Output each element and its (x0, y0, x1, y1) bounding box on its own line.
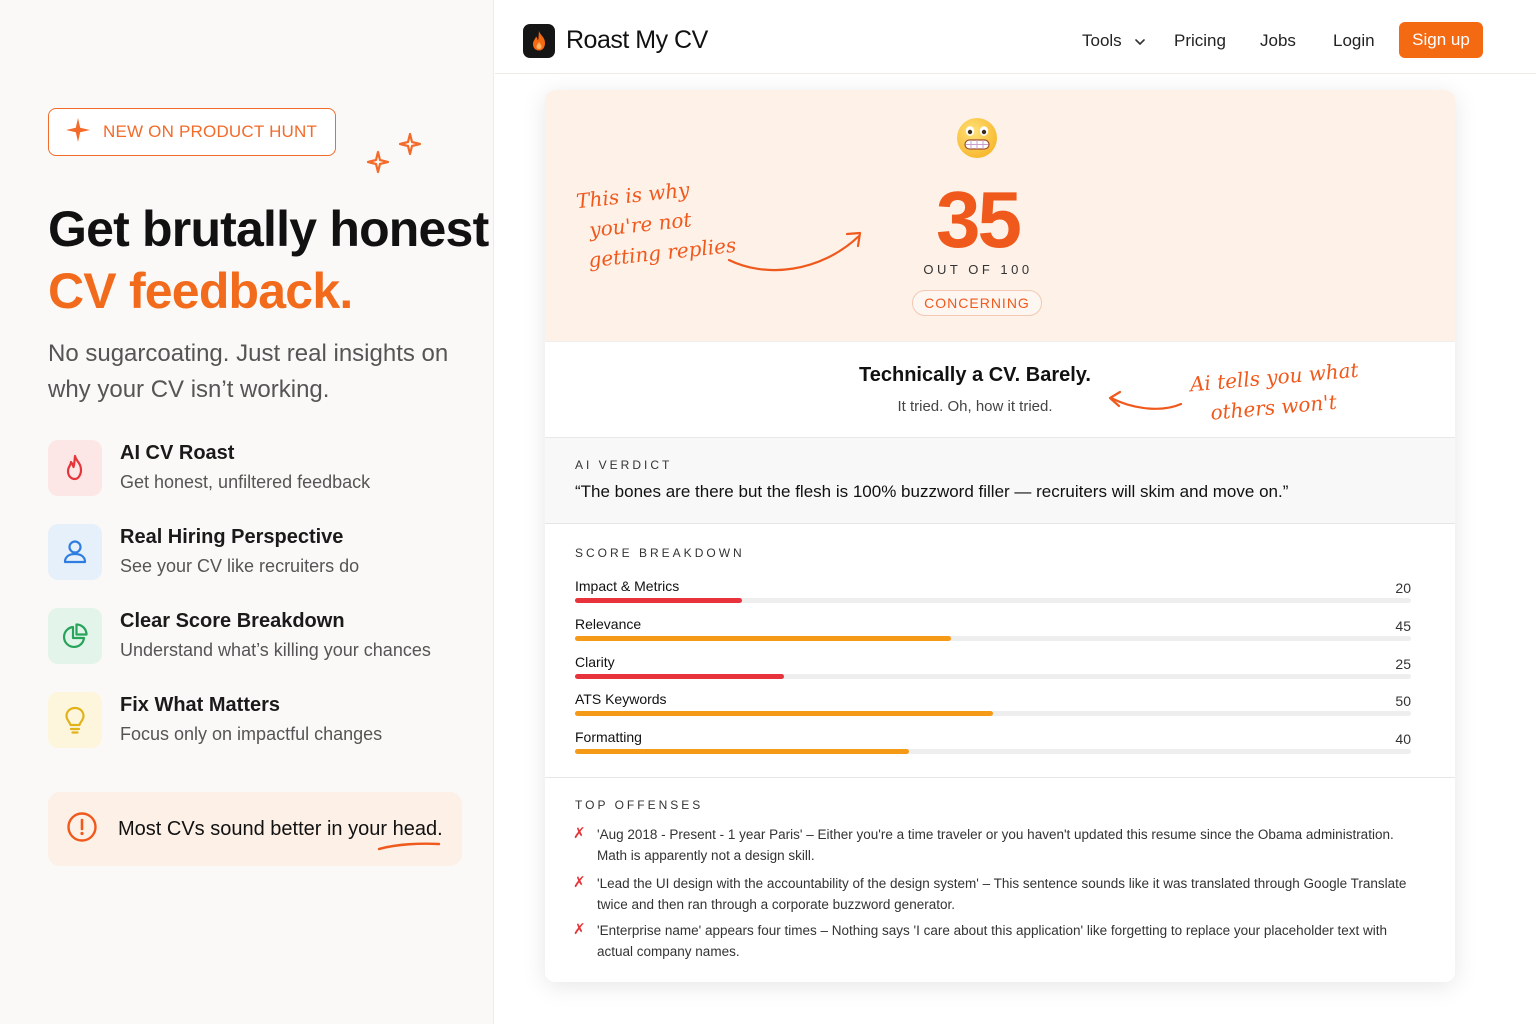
verdict-title: Technically a CV. Barely. (859, 364, 1091, 386)
brand-name[interactable]: Roast My CV (566, 26, 708, 54)
product-hunt-badge[interactable] (48, 108, 336, 156)
feature-desc: See your CV like recruiters do (120, 556, 360, 576)
breakdown-bar-fill (575, 711, 993, 716)
breakdown-bar-track (575, 674, 1411, 679)
breakdown-bar-track (575, 749, 1411, 754)
decorative-sparkles-icon (360, 132, 430, 182)
feature-title: Real Hiring Perspective (120, 526, 344, 548)
nav-tools[interactable] (1082, 31, 1146, 51)
callout-text-content: Most CVs sound better in your head. (118, 817, 443, 840)
hero-title-line1: Get brutally honest (48, 201, 489, 257)
breakdown-bar-fill (575, 636, 951, 641)
feature-desc: Get honest, unfiltered feedback (120, 472, 371, 492)
breakdown-row (575, 654, 1411, 690)
signup-button[interactable]: Sign up (1399, 22, 1483, 58)
breakdown-row (575, 691, 1411, 727)
flame-logo-icon (530, 30, 548, 52)
nav-login[interactable]: Login (1333, 31, 1375, 50)
roast-result-card (545, 90, 1455, 982)
breakdown-bar-track (575, 711, 1411, 716)
pie-chart-icon (48, 608, 102, 664)
breakdown-label: Clarity (575, 654, 615, 670)
breakdown-value: 40 (1395, 731, 1411, 747)
note-line: others won't (1209, 389, 1338, 425)
top-offenses-label: TOP OFFENSES (575, 798, 704, 812)
top-offenses-section (545, 778, 1455, 982)
ai-verdict-quote: “The bones are there but the flesh is 100% buzzword filler — recruiters will skim and move on.” (575, 482, 1289, 501)
left-arrow-icon (1105, 388, 1185, 418)
breakdown-bar-fill (575, 749, 909, 754)
offense-text: 'Aug 2018 - Present - 1 year Paris' – Either you're a time traveler or you haven't updated this resume since the Obama administration. Math is apparently not a design skill. (597, 827, 1394, 863)
score-breakdown-section (545, 524, 1455, 778)
verdict-header (545, 342, 1455, 438)
top-navbar (495, 0, 1536, 74)
nav-jobs[interactable]: Jobs (1260, 31, 1296, 50)
note-line: getting replies (587, 232, 738, 273)
breakdown-label: Relevance (575, 616, 642, 632)
score-out-of: OUT OF 100 (923, 262, 1033, 277)
score-breakdown-label: SCORE BREAKDOWN (575, 546, 745, 560)
hero-subtitle: No sugarcoating. Just real insights on why your CV isn’t working. (48, 340, 449, 403)
feature-title: AI CV Roast (120, 442, 235, 464)
callout-text (118, 818, 443, 841)
x-mark-icon: ✗ (573, 921, 586, 938)
lightbulb-icon (48, 692, 102, 748)
badge-text: NEW ON PRODUCT HUNT (103, 122, 318, 141)
note-line: Ai tells you what (1188, 357, 1360, 397)
note-line: you're not (588, 207, 693, 242)
breakdown-value: 45 (1395, 618, 1411, 634)
feature-fix-what-matters (48, 692, 468, 748)
nav-pricing[interactable]: Pricing (1174, 31, 1226, 50)
x-mark-icon: ✗ (573, 825, 586, 842)
hero-title (48, 198, 488, 322)
feature-ai-cv-roast (48, 440, 468, 496)
ai-verdict-section (545, 438, 1455, 524)
status-badge: CONCERNING (912, 290, 1042, 316)
feature-title: Clear Score Breakdown (120, 610, 345, 632)
user-icon (48, 524, 102, 580)
ai-verdict-label: AI VERDICT (575, 458, 673, 472)
feature-title: Fix What Matters (120, 694, 281, 716)
breakdown-value: 20 (1395, 580, 1411, 596)
chevron-down-icon (1134, 37, 1146, 47)
breakdown-bar-fill (575, 674, 784, 679)
score-value: 35 (936, 175, 1019, 264)
underline-scribble-icon (377, 840, 443, 852)
hero-title-line2: CV feedback. (48, 263, 353, 319)
offense-text: 'Enterprise name' appears four times – Nothing says 'I care about this application' like forgetting to replace your placeholder text with actual company names. (597, 923, 1387, 959)
feature-hiring-perspective (48, 524, 468, 580)
flame-icon (48, 440, 102, 496)
brand-logo[interactable] (523, 24, 555, 58)
breakdown-row (575, 729, 1411, 765)
verdict-subtitle: It tried. Oh, how it tried. (897, 398, 1053, 415)
breakdown-bar-track (575, 636, 1411, 641)
breakdown-value: 25 (1395, 656, 1411, 672)
x-mark-icon: ✗ (573, 874, 586, 891)
breakdown-label: Impact & Metrics (575, 578, 680, 594)
nav-tools-label: Tools (1082, 31, 1122, 50)
breakdown-row (575, 578, 1411, 614)
grimacing-face-icon (955, 116, 999, 160)
breakdown-bar-track (575, 598, 1411, 603)
feature-desc: Understand what’s killing your chances (120, 640, 431, 660)
feature-score-breakdown (48, 608, 468, 664)
curved-arrow-icon (725, 228, 865, 278)
breakdown-label: ATS Keywords (575, 691, 667, 707)
breakdown-value: 50 (1395, 693, 1411, 709)
score-section (545, 90, 1455, 342)
note-line: This is why (575, 177, 691, 214)
breakdown-bar-fill (575, 598, 742, 603)
callout-box (48, 792, 462, 866)
breakdown-label: Formatting (575, 729, 642, 745)
breakdown-row (575, 616, 1411, 652)
feature-desc: Focus only on impactful changes (120, 724, 383, 744)
handwritten-note-left (575, 170, 738, 276)
offense-text: 'Lead the UI design with the accountability of the design system' – This sentence sounds like it was translated through Google Translate twice and then ran through a corporate buzzword generator. (597, 876, 1407, 912)
hero-panel (0, 0, 494, 1024)
alert-circle-icon (66, 811, 98, 848)
sparkle-icon (65, 117, 91, 148)
